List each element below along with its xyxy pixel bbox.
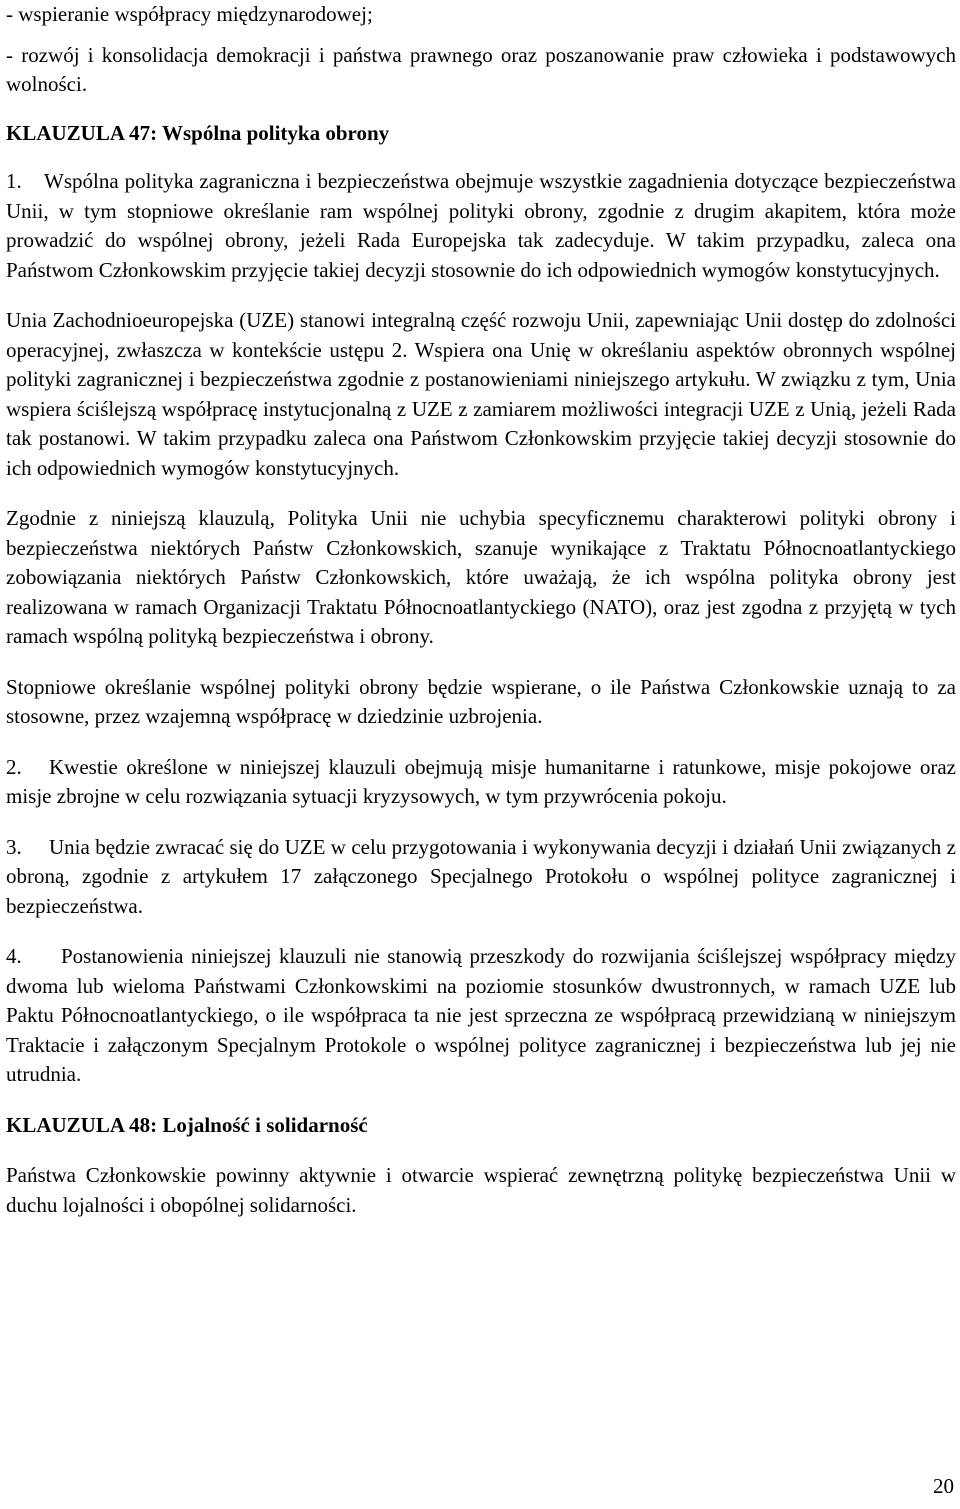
clause-48-heading: KLAUZULA 48: Lojalność i solidarność	[6, 1112, 368, 1137]
clause-47-heading: KLAUZULA 47: Wspólna polityka obrony	[6, 120, 390, 145]
paragraph-text: Postanowienia niniejszej klauzuli nie stanowią przeszkody do rozwijania ściślejszej współpracy między dwoma lub wieloma Państwami Członkowskimi na poziomie stosunków dwustronnych, w ramach UZE lub Paktu Północnoatlantyckiego, o ile współpraca ta nie jest sprzeczna ze współpracą przewidzianą w niniejszym Traktacie i załączonym Specjalnym Protokole o wspólnej polityce zagranicznej i bezpieczeństwa lub jej nie utrudnia.	[6, 944, 956, 1086]
page-number: 20	[933, 1474, 954, 1498]
clause-47-paragraph-4	[6, 942, 956, 1090]
intro-item-cooperation: - wspieranie współpracy międzynarodowej;	[6, 2, 373, 26]
clause-47-nato-paragraph: Zgodnie z niniejszą klauzulą, Polityka Unii nie uchybia specyficznemu charakterowi polityki obrony i bezpieczeństwa niektórych Państw Członkowskich, szanuje wynikające z Traktatu Północnoatlantyckiego zobowiązania niektórych Państw Członkowskich, które uważają, że ich wspólna polityka obrony jest realizowana w ramach Organizacji Traktatu Północnoatlantyckiego (NATO), oraz jest zgodna z przyjętą w tych ramach wspólną polityką bezpieczeństwa i obrony.	[6, 506, 956, 648]
paragraph-number: 2.	[6, 754, 22, 779]
clause-47-paragraph-1	[6, 167, 956, 285]
intro-item-democracy: - rozwój i konsolidacja demokracji i państwa prawnego oraz poszanowanie praw człowieka i podstawowych wolności.	[6, 42, 956, 96]
document-page	[6, 0, 956, 1220]
clause-47-uze-paragraph: Unia Zachodnioeuropejska (UZE) stanowi integralną część rozwoju Unii, zapewniając Unii dostęp do zdolności operacyjnej, zwłaszcza w kontekście ustępu 2. Wspiera ona Unię w określaniu aspektów obronnych wspólnej polityki zagranicznej i bezpieczeństwa zgodnie z postanowieniami niniejszego artykułu. W związku z tym, Unia wspiera ściślejszą współpracę instytucjonalną z UZE z zamiarem możliwości integracji UZE z Unią, jeżeli Rada tak postanowi. W takim przypadku zaleca ona Państwom Członkowskim przyjęcie takiej decyzji stosownie do ich odpowiednich wymogów konstytucyjnych.	[6, 308, 956, 480]
paragraph-number: 1.	[6, 169, 22, 193]
clause-48-paragraph: Państwa Członkowskie powinny aktywnie i otwarcie wspierać zewnętrzną politykę bezpieczeństwa Unii w duchu lojalności i obopólnej solidarności.	[6, 1163, 956, 1217]
paragraph-text: Wspólna polityka zagraniczna i bezpieczeństwa obejmuje wszystkie zagadnienia dotyczące bezpieczeństwa Unii, w tym stopniowe określanie ram wspólnej polityki obrony, zgodnie z drugim akapitem, która może prowadzić do wspólnej obrony, jeżeli Rada Europejska tak zadecyduje. W takim przypadku, zaleca ona Państwom Członkowskim przyjęcie takiej decyzji stosownie do ich odpowiednich wymogów konstytucyjnych.	[6, 169, 956, 282]
paragraph-number: 4.	[6, 944, 22, 968]
clause-47-armaments-paragraph: Stopniowe określanie wspólnej polityki obrony będzie wspierane, o ile Państwa Członkowskie uznają to za stosowne, przez wzajemną współpracę w dziedzinie uzbrojenia.	[6, 674, 956, 728]
paragraph-number: 3.	[6, 834, 22, 859]
paragraph-text: Unia będzie zwracać się do UZE w celu przygotowania i wykonywania decyzji i działań Unii związanych z obroną, zgodnie z artykułem 17 załączonego Specjalnego Protokołu o wspólnej polityce zagranicznej i bezpieczeństwa.	[6, 834, 956, 918]
paragraph-text: Kwestie określone w niniejszej klauzuli obejmują misje humanitarne i ratunkowe, misje pokojowe oraz misje zbrojne w celu rozwiązania sytuacji kryzysowych, w tym przywrócenia pokoju.	[6, 754, 956, 808]
clause-47-paragraph-3	[6, 833, 956, 922]
clause-47-paragraph-2	[6, 753, 956, 812]
